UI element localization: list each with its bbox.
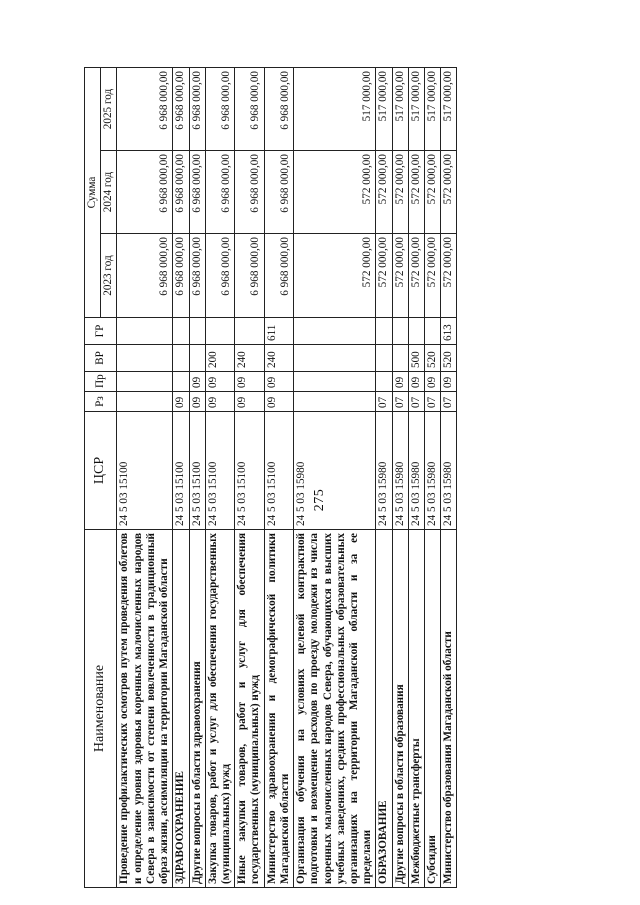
cell-pr	[376, 372, 392, 392]
cell-vr: 520	[441, 345, 457, 372]
budget-table	[84, 67, 457, 888]
cell-pr: 09	[392, 372, 408, 392]
cell-2023: 572 000,00	[376, 234, 392, 318]
cell-2025: 6 968 000,00	[173, 67, 189, 150]
cell-2024: 6 968 000,00	[235, 151, 264, 234]
cell-gr	[425, 318, 441, 345]
cell-csr: 24 5 03 15100	[173, 412, 189, 530]
table-row	[264, 67, 293, 887]
cell-vr: 240	[235, 345, 264, 372]
cell-pr	[117, 372, 173, 392]
cell-rz: 09	[205, 392, 234, 412]
table-row	[235, 67, 264, 887]
cell-rz: 07	[408, 392, 424, 412]
table-header	[85, 67, 117, 887]
cell-gr	[408, 318, 424, 345]
header-sum: Сумма	[85, 67, 101, 317]
header-pr: Пр	[85, 372, 117, 392]
cell-gr	[189, 318, 205, 345]
cell-2025: 517 000,00	[294, 67, 376, 150]
cell-rz	[117, 392, 173, 412]
cell-2024: 6 968 000,00	[117, 151, 173, 234]
cell-vr	[189, 345, 205, 372]
table-row	[441, 67, 457, 887]
cell-vr	[376, 345, 392, 372]
cell-rz: 09	[173, 392, 189, 412]
cell-vr	[392, 345, 408, 372]
cell-rz: 07	[392, 392, 408, 412]
cell-pr: 09	[205, 372, 234, 392]
cell-2025: 6 968 000,00	[205, 67, 234, 150]
cell-csr: 24 5 03 15100	[235, 412, 264, 530]
table-row	[173, 67, 189, 887]
cell-csr: 24 5 03 15980	[294, 412, 376, 530]
cell-csr: 24 5 03 15980	[408, 412, 424, 530]
cell-pr	[173, 372, 189, 392]
cell-csr: 24 5 03 15980	[392, 412, 408, 530]
cell-csr: 24 5 03 15980	[425, 412, 441, 530]
cell-vr	[173, 345, 189, 372]
cell-pr: 09	[408, 372, 424, 392]
cell-2024: 572 000,00	[376, 151, 392, 234]
cell-2023: 6 968 000,00	[189, 234, 205, 318]
cell-2023: 6 968 000,00	[264, 234, 293, 318]
cell-gr	[235, 318, 264, 345]
cell-vr	[117, 345, 173, 372]
cell-rz: 09	[235, 392, 264, 412]
cell-name: Министерство здравоохранения и демографической политики Магаданской области	[264, 530, 293, 888]
table-row	[392, 67, 408, 887]
cell-rz: 07	[376, 392, 392, 412]
cell-gr	[392, 318, 408, 345]
cell-2023: 572 000,00	[392, 234, 408, 318]
cell-2025: 517 000,00	[376, 67, 392, 150]
cell-pr	[294, 372, 376, 392]
cell-2024: 6 968 000,00	[264, 151, 293, 234]
cell-vr: 200	[205, 345, 234, 372]
cell-2025: 6 968 000,00	[189, 67, 205, 150]
cell-pr: 09	[189, 372, 205, 392]
cell-2025: 517 000,00	[425, 67, 441, 150]
cell-2023: 572 000,00	[294, 234, 376, 318]
cell-name: Межбюджетные трансферты	[408, 530, 424, 888]
cell-gr: 613	[441, 318, 457, 345]
cell-rz: 09	[189, 392, 205, 412]
cell-2024: 572 000,00	[425, 151, 441, 234]
cell-2023: 572 000,00	[425, 234, 441, 318]
cell-2024: 6 968 000,00	[205, 151, 234, 234]
cell-name: Субсидии	[425, 530, 441, 888]
cell-name: Организация обучения на условиях целевой контрактной подготовки и возмещение расходов по проезду молодежи из числа коренных малочисленных народов Севера, обучающихся в высших учебных заведениях, средних профессиональных образовательных организациях на территории Магаданской области и за ее пределами	[294, 530, 376, 888]
cell-2025: 6 968 000,00	[264, 67, 293, 150]
cell-csr: 24 5 03 15980	[441, 412, 457, 530]
cell-2025: 517 000,00	[408, 67, 424, 150]
table-row	[425, 67, 441, 887]
cell-2023: 6 968 000,00	[235, 234, 264, 318]
cell-csr: 24 5 03 15100	[205, 412, 234, 530]
cell-2023: 6 968 000,00	[173, 234, 189, 318]
header-name: Наименование	[85, 530, 117, 888]
cell-rz: 09	[264, 392, 293, 412]
header-vr: ВР	[85, 345, 117, 372]
cell-2025: 517 000,00	[392, 67, 408, 150]
table-body	[117, 67, 457, 887]
cell-vr: 520	[425, 345, 441, 372]
cell-rz	[294, 392, 376, 412]
cell-2024: 572 000,00	[441, 151, 457, 234]
cell-csr: 24 5 03 15100	[117, 412, 173, 530]
cell-gr	[376, 318, 392, 345]
cell-name: Закупка товаров, работ и услуг для обеспечения государственных (муниципальных) нужд	[205, 530, 234, 888]
cell-gr	[173, 318, 189, 345]
table-row	[294, 67, 376, 887]
table-row	[376, 67, 392, 887]
cell-gr	[294, 318, 376, 345]
cell-2025: 6 968 000,00	[117, 67, 173, 150]
header-csr: ЦСР	[85, 412, 117, 530]
cell-pr: 09	[425, 372, 441, 392]
header-year-2025: 2025 год	[101, 67, 117, 150]
cell-2024: 6 968 000,00	[189, 151, 205, 234]
cell-name: Проведение профилактических осмотров путем проведения облетов и определение уровня здоровья коренных малочисленных народов Севера в зависимости от степени вовлеченности в традиционный образ жизни, ассимиляции на территории Магаданской области	[117, 530, 173, 888]
cell-name: ЗДРАВООХРАНЕНИЕ	[173, 530, 189, 888]
cell-rz: 07	[441, 392, 457, 412]
table-row	[189, 67, 205, 887]
cell-gr: 611	[264, 318, 293, 345]
cell-2024: 572 000,00	[294, 151, 376, 234]
cell-vr: 500	[408, 345, 424, 372]
cell-name: Другие вопросы в области образования	[392, 530, 408, 888]
cell-2023: 6 968 000,00	[117, 234, 173, 318]
cell-csr: 24 5 03 15100	[189, 412, 205, 530]
header-year-2023: 2023 год	[101, 234, 117, 318]
cell-2023: 572 000,00	[441, 234, 457, 318]
cell-rz: 07	[425, 392, 441, 412]
header-rz: Рз	[85, 392, 117, 412]
table-row	[117, 67, 173, 887]
cell-2025: 6 968 000,00	[235, 67, 264, 150]
page-number: 275	[312, 488, 327, 512]
cell-2023: 6 968 000,00	[205, 234, 234, 318]
cell-name: Министерство образования Магаданской области	[441, 530, 457, 888]
header-gr: ГР	[85, 318, 117, 345]
cell-gr	[205, 318, 234, 345]
cell-2024: 572 000,00	[408, 151, 424, 234]
cell-pr: 09	[235, 372, 264, 392]
cell-2025: 517 000,00	[441, 67, 457, 150]
cell-2023: 572 000,00	[408, 234, 424, 318]
budget-table-rotated	[84, 68, 612, 888]
table-row	[205, 67, 234, 887]
cell-vr: 240	[264, 345, 293, 372]
cell-csr: 24 5 03 15980	[376, 412, 392, 530]
cell-gr	[117, 318, 173, 345]
cell-vr	[294, 345, 376, 372]
cell-pr: 09	[441, 372, 457, 392]
cell-name: Иные закупки товаров, работ и услуг для обеспечения государственных (муниципальных) нужд	[235, 530, 264, 888]
cell-name: ОБРАЗОВАНИЕ	[376, 530, 392, 888]
cell-pr: 09	[264, 372, 293, 392]
cell-name: Другие вопросы в области здравоохранения	[189, 530, 205, 888]
cell-csr: 24 5 03 15100	[264, 412, 293, 530]
header-year-2024: 2024 год	[101, 151, 117, 234]
table-row	[408, 67, 424, 887]
cell-2024: 6 968 000,00	[173, 151, 189, 234]
cell-2024: 572 000,00	[392, 151, 408, 234]
